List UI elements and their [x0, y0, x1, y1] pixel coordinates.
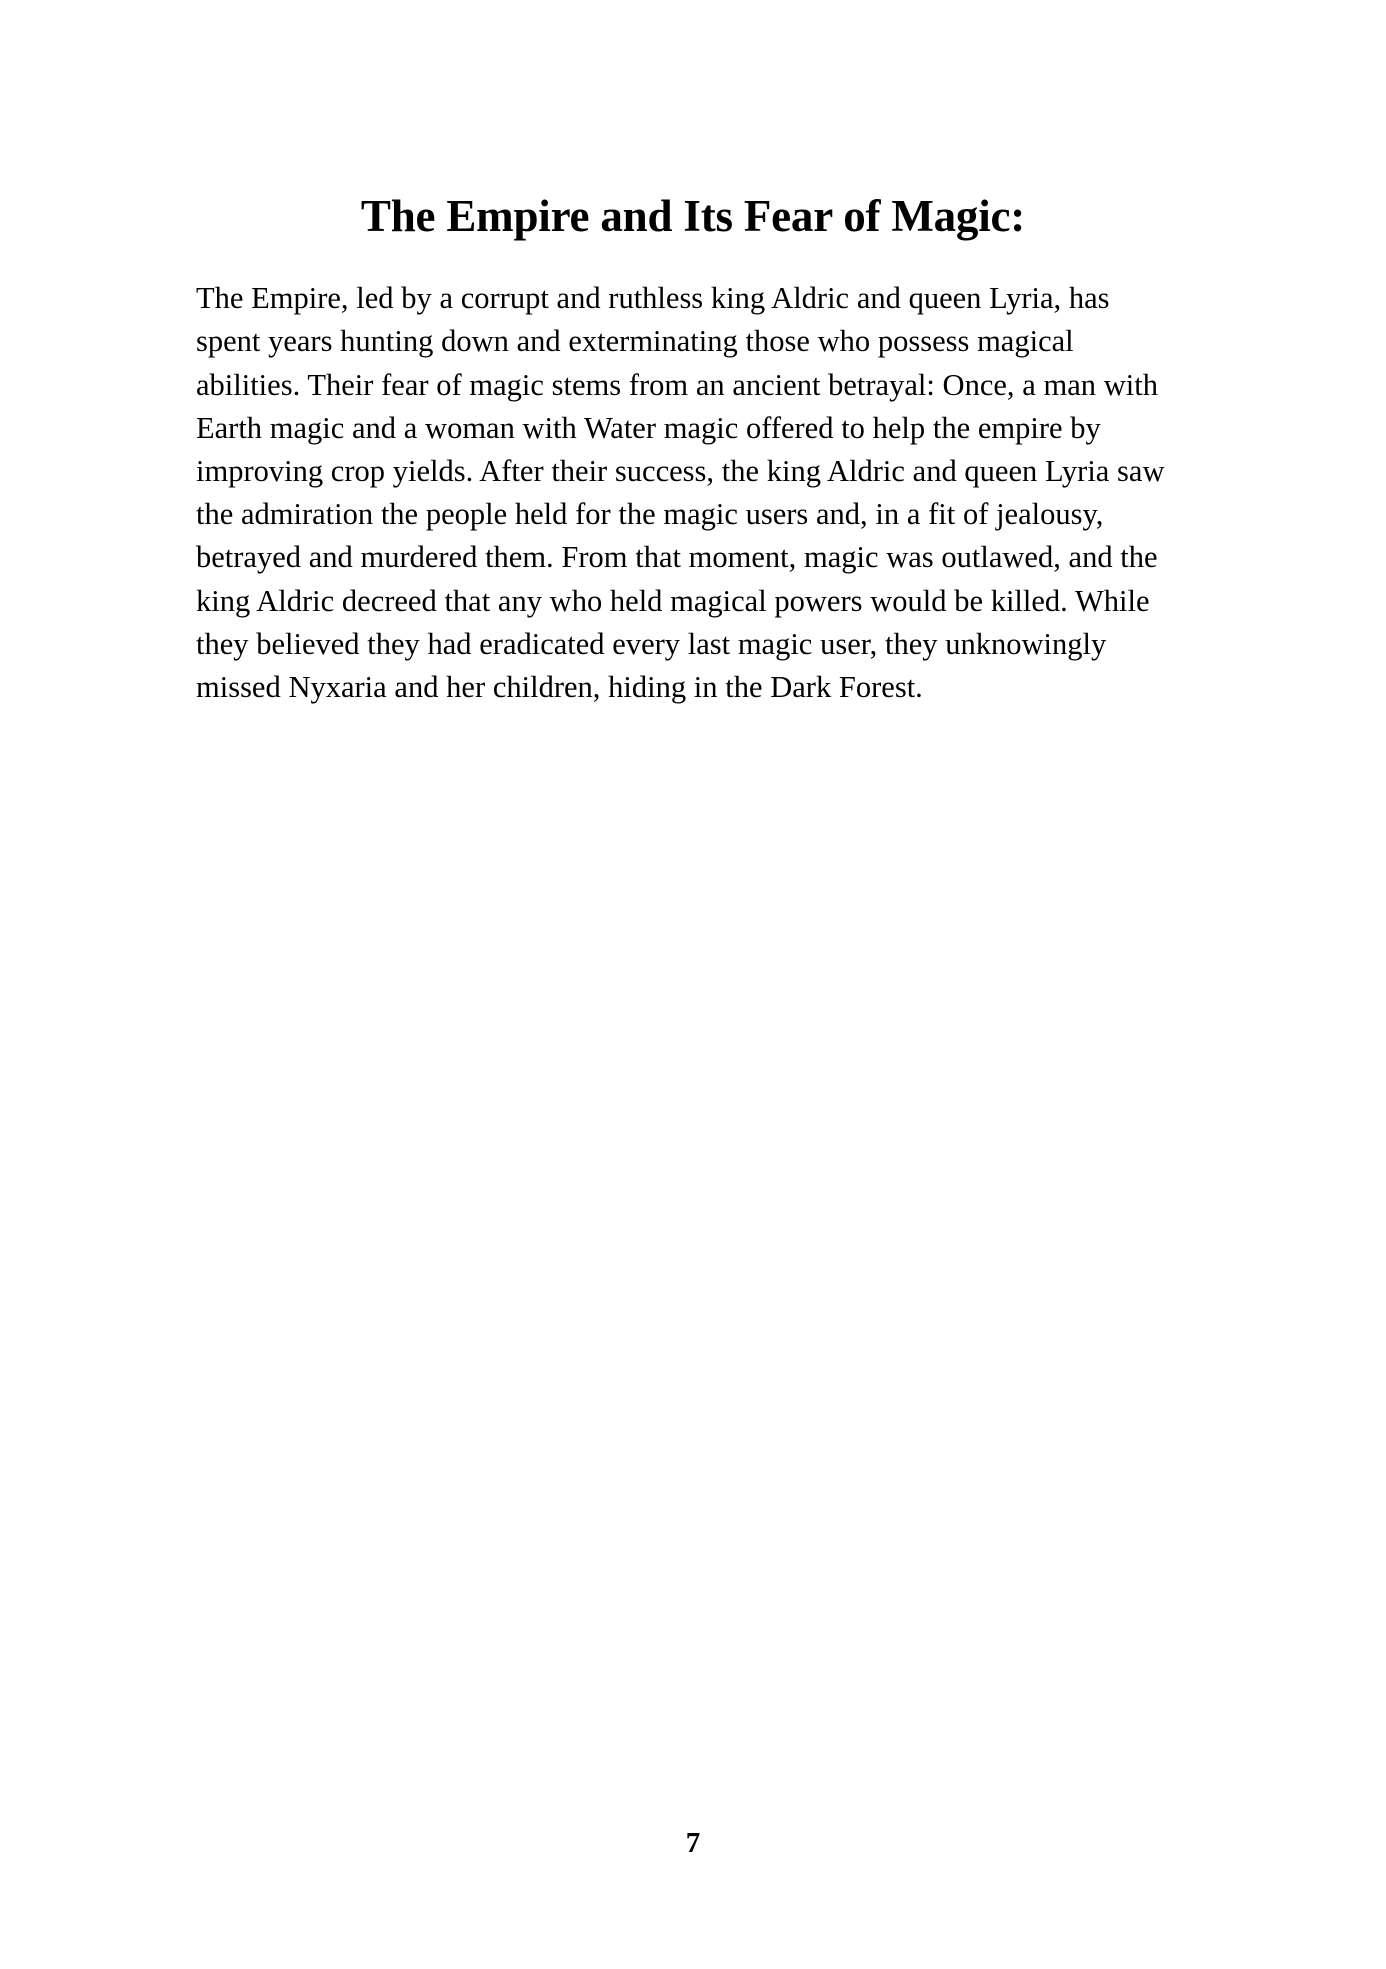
page-title: The Empire and Its Fear of Magic:	[360, 191, 1026, 241]
page-content	[196, 190, 1190, 709]
page-number: 7	[685, 1827, 701, 1859]
body-paragraph: The Empire, led by a corrupt and ruthless king Aldric and queen Lyria, has spent years hunting down and exterminating those who possess magical abilities. Their fear of magic stems from an ancient betrayal: Once, a man with Earth magic and a woman with Water magic offered to help the empire by improving crop yields. After their success, the king Aldric and queen Lyria saw the admiration the people held for the magic users and, in a fit of jealousy, betrayed and murdered them. From that moment, magic was outlawed, and the king Aldric decreed that any who held magical powers would be killed. While they believed they had eradicated every last magic user, they unknowingly missed Nyxaria and her children, hiding in the Dark Forest.	[196, 281, 1165, 704]
